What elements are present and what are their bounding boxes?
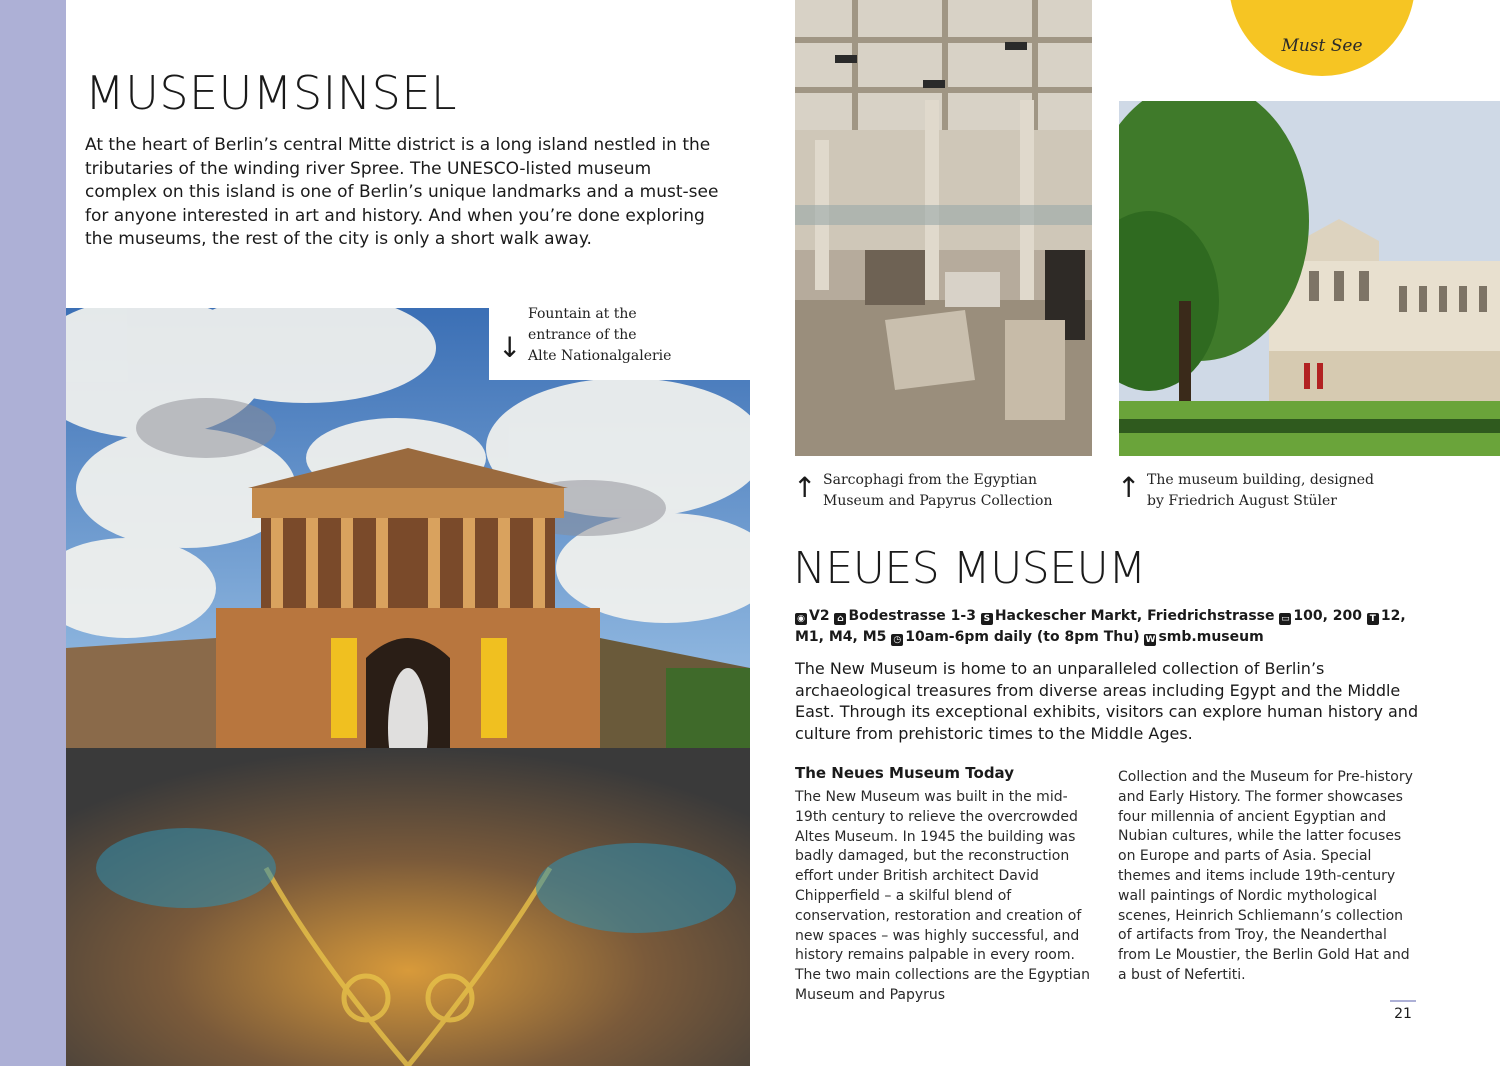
tram-lines: 12, M1, M4, M5 (795, 608, 1406, 645)
address-icon: ⌂ (834, 613, 846, 625)
caption-line: entrance of the (528, 327, 637, 343)
sarcophagi-photo (795, 0, 1092, 456)
page-number-rule (1390, 1000, 1416, 1002)
down-arrow-icon: ↓ (498, 331, 522, 364)
sarcophagi-caption (823, 470, 1083, 512)
fountain-photo (66, 308, 750, 1066)
subheading: The Neues Museum Today (795, 764, 1014, 782)
page-title: MUSEUMSINSEL (85, 66, 458, 120)
bus-lines: 100, 200 (1293, 608, 1362, 624)
building-caption (1147, 470, 1407, 512)
fountain-caption (528, 304, 728, 367)
visitor-info (795, 606, 1420, 648)
opening-hours: 10am-6pm daily (to 8pm Thu) (905, 629, 1140, 645)
building-photo (1119, 101, 1500, 456)
sbahn-stations: Hackescher Markt, Friedrichstrasse (994, 608, 1275, 624)
body-column-2: Collection and the Museum for Pre-history and Early History. The former showcases four millennia of ancient Egyptian and Nubian cultures, while the latter focuses on Europe and parts of Asia. Special themes and items include 19th-century wall paintings of Nordic mythological scenes, Heinrich Schliemann’s collection of artifacts from Troy, the Neanderthal from Le Moustier, the Berlin Gold Hat and a bust of Nefertiti. (1118, 769, 1413, 983)
bus-icon: ▭ (1281, 614, 1290, 624)
page-number: 21 (1394, 1006, 1412, 1022)
address: Bodestrasse 1-3 (848, 608, 976, 624)
website: smb.museum (1158, 629, 1264, 645)
body-column-1: The New Museum was built in the mid-19th century to relieve the overcrowded Altes Museum. In 1945 the building was badly damaged, but the reconstruction effort under British architect David Chipperfield – a skilful blend of conservation, restoration and creation of new spaces – was highly successful, and history remains palpable in every room. The two main collections are the Egyptian Museum and Papyrus (795, 789, 1091, 1003)
up-arrow-icon: ↑ (793, 471, 817, 504)
intro-paragraph: At the heart of Berlin’s central Mitte district is a long island nestled in the tributaries of the winding river Spree. The UNESCO-listed museum complex on this island is one of Berlin’s unique landmarks and a must-see for anyone interested in art and history. And when you’re done exploring the museums, the rest of the city is only a short walk away. (85, 135, 719, 249)
caption-line: Alte Nationalgalerie (528, 348, 672, 364)
sbahn-icon: S (981, 613, 993, 625)
caption-line: The museum building, designed (1147, 472, 1374, 488)
section-intro: The New Museum is home to an unparalleled collection of Berlin’s archaeological treasures from diverse areas including Egypt and the Middle East. Through its exceptional exhibits, visitors can explore human history and culture from prehistoric times to the Middle Ages. (795, 659, 1419, 743)
caption-line: by Friedrich August Stüler (1147, 493, 1337, 509)
caption-line: Fountain at the (528, 306, 637, 322)
map-pin-icon: ◉ (795, 613, 807, 625)
up-arrow-icon: ↑ (1117, 471, 1141, 504)
tram-icon: T (1367, 613, 1379, 625)
caption-line: Museum and Papyrus Collection (823, 493, 1053, 509)
caption-line: Sarcophagi from the Egyptian (823, 472, 1038, 488)
web-icon: W (1145, 635, 1156, 645)
section-title: NEUES MUSEUM (793, 543, 1146, 594)
map-ref: V2 (809, 608, 830, 624)
page-edge-band (0, 0, 66, 1066)
must-see-label: Must See (1281, 36, 1363, 56)
clock-icon: ◷ (891, 634, 903, 646)
